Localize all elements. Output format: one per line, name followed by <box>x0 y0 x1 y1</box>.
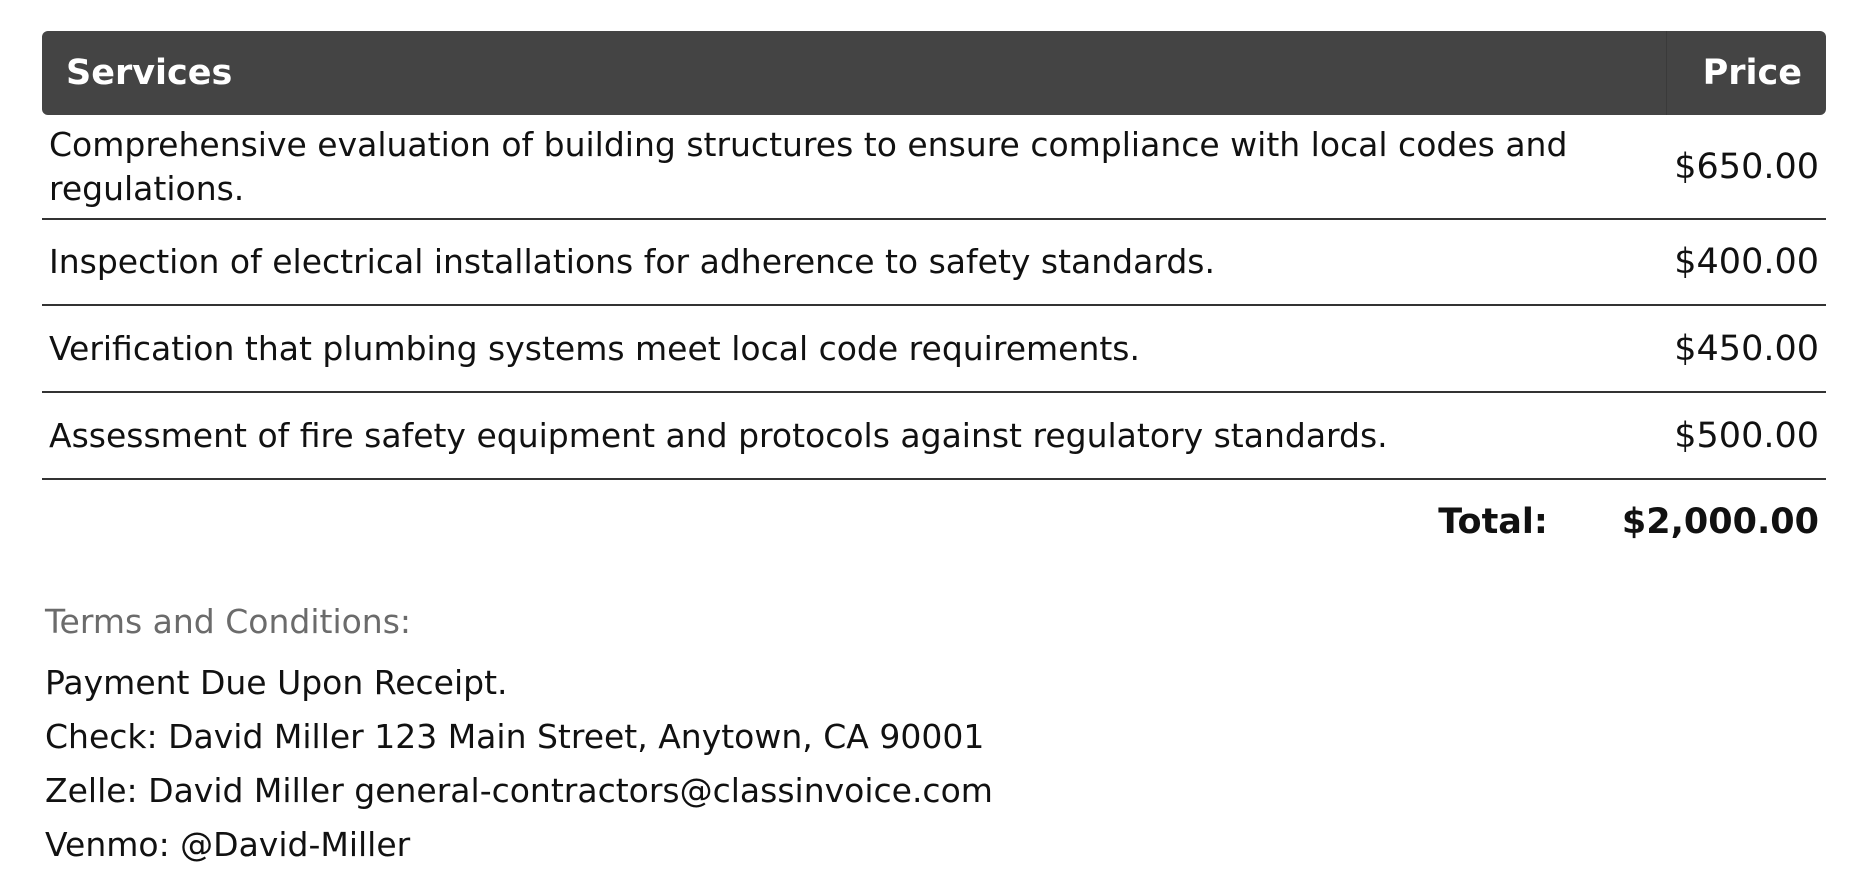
table-row <box>42 220 1826 306</box>
terms-section <box>45 600 993 870</box>
table-row <box>42 115 1826 220</box>
terms-line-venmo: Venmo: @David-Miller <box>45 825 411 864</box>
table-row <box>42 393 1826 480</box>
terms-line-payment: Payment Due Upon Receipt. <box>45 663 508 702</box>
service-description: Verification that plumbing systems meet local code requirements. <box>49 328 1140 368</box>
service-price: $500.00 <box>1674 415 1819 456</box>
service-description: Inspection of electrical installations for adherence to safety standards. <box>49 242 1215 281</box>
service-price: $450.00 <box>1674 328 1819 369</box>
total-label: Total: <box>1438 502 1548 542</box>
table-row <box>42 306 1826 393</box>
terms-title: Terms and Conditions: <box>45 602 412 641</box>
service-price: $650.00 <box>1674 146 1819 187</box>
total-value: $2,000.00 <box>1621 502 1819 542</box>
service-description: Comprehensive evaluation of building structures to ensure compliance with local codes and regulations. <box>49 124 1568 208</box>
terms-line-check: Check: David Miller 123 Main Street, Anytown, CA 90001 <box>45 717 985 756</box>
services-table <box>42 31 1826 564</box>
price-column-header: Price <box>1666 31 1826 115</box>
total-row <box>42 480 1826 564</box>
service-price: $400.00 <box>1674 242 1819 282</box>
services-column-header: Services <box>66 53 233 93</box>
terms-line-zelle: Zelle: David Miller general-contractors@classinvoice.com <box>45 771 993 810</box>
service-description: Assessment of fire safety equipment and protocols against regulatory standards. <box>49 415 1388 455</box>
table-header <box>42 31 1826 115</box>
